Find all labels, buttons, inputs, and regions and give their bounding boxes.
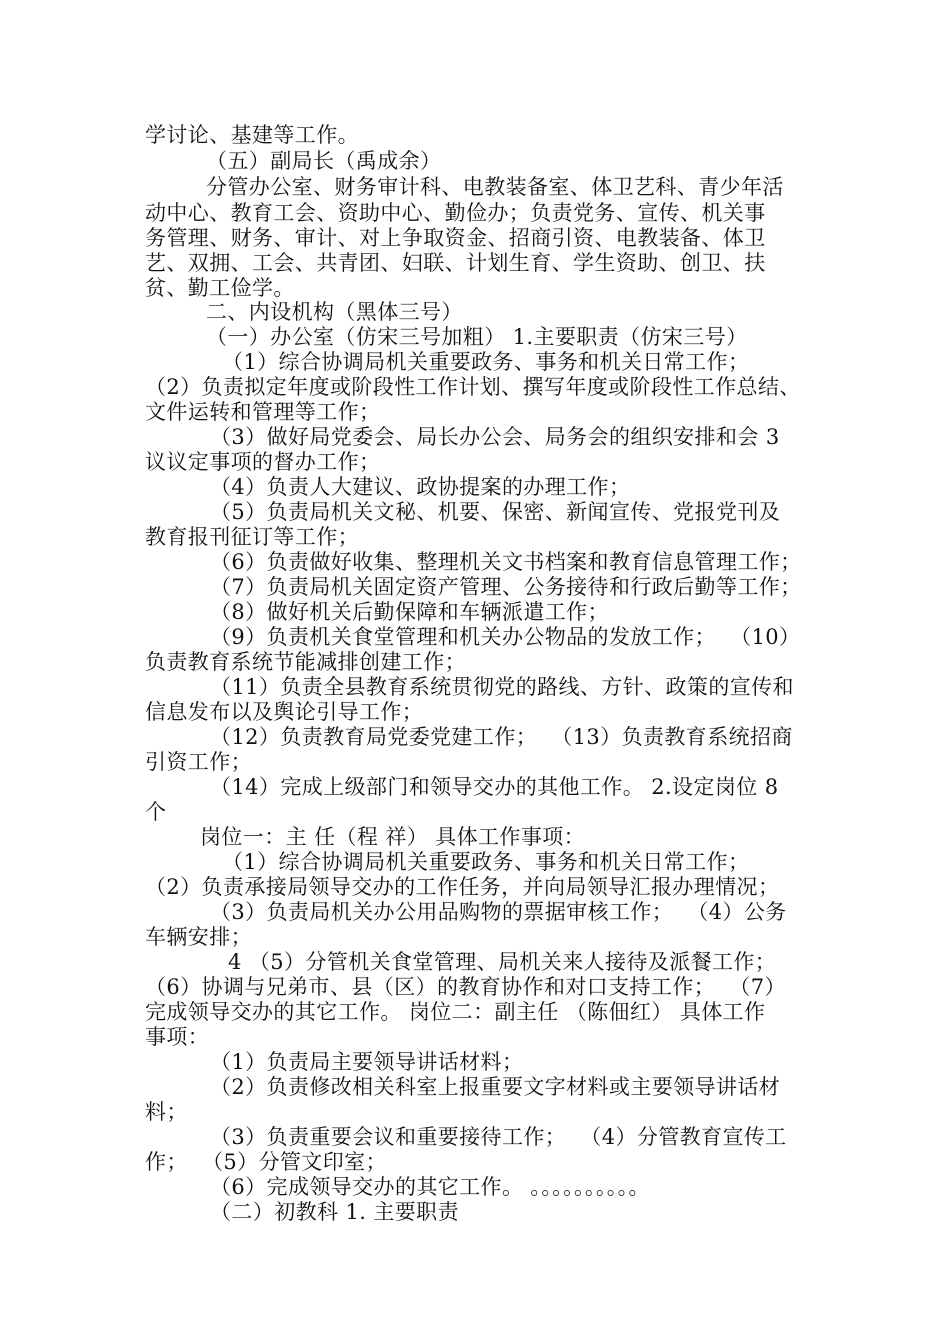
text-line: 个 [145, 800, 167, 824]
text-line: （1）综合协调局机关重要政务、事务和机关日常工作； [222, 850, 750, 874]
text-line: （12）负责教育局党委党建工作； （13）负责教育系统招商 [210, 725, 793, 749]
text-line: 料； [145, 1100, 188, 1124]
text-line: （6）协调与兄弟市、县（区）的教育协作和对口支持工作； （7） [145, 975, 786, 999]
text-line: （7）负责局机关固定资产管理、公务接待和行政后勤等工作； [210, 575, 802, 599]
text-line: 文件运转和管理等工作； [145, 400, 381, 424]
text-line: 议议定事项的督办工作； [145, 450, 381, 474]
text-line: （2）负责拟定年度或阶段性工作计划、撰写年度或阶段性工作总结、 [145, 375, 801, 399]
text-line: 作； （5）分管文印室； [145, 1150, 387, 1174]
section-heading: 二、内设机构（黑体三号） [206, 300, 463, 324]
text-line: （5）负责局机关文秘、机要、保密、新闻宣传、党报党刊及 [210, 500, 781, 524]
text-line: 教育报刊征订等工作； [145, 525, 359, 549]
text-line: 务管理、财务、审计、对上争取资金、招商引资、电教装备、体卫 [145, 226, 766, 250]
text-line: 分管办公室、财务审计科、电教装备室、体卫艺科、青少年活 [206, 175, 784, 199]
text-line: 负责教育系统节能减排创建工作； [145, 650, 466, 674]
text-line: 贫、勤工俭学。 [145, 276, 295, 300]
text-line: （2）负责修改相关科室上报重要文字材料或主要领导讲话材 [210, 1075, 781, 1099]
text-line: （9）负责机关食堂管理和机关办公物品的发放工作； （10） [210, 625, 801, 649]
text-line: 岗位一：主 任（程 祥） 具体工作事项： [200, 825, 586, 849]
text-line: （3）做好局党委会、局长办公会、局务会的组织安排和会 3 [210, 425, 780, 449]
text-line: （2）负责承接局领导交办的工作任务，并向局领导汇报办理情况； [145, 875, 780, 899]
text-line: （五）副局长（禹成余） [206, 149, 442, 173]
subsection-heading: （一）办公室（仿宋三号加粗） 1.主要职责（仿宋三号） [206, 325, 748, 349]
text-line: 艺、双拥、工会、共青团、妇联、计划生育、学生资助、创卫、扶 [145, 251, 766, 275]
text-line: （6）负责做好收集、整理机关文书档案和教育信息管理工作； [210, 550, 802, 574]
text-line: 车辆安排； [145, 925, 252, 949]
text-line: （3）负责局机关办公用品购物的票据审核工作； （4）公务 [210, 900, 787, 924]
text-line: （8）做好机关后勤保障和车辆派遣工作； [210, 600, 609, 624]
text-line: 引资工作； [145, 750, 252, 774]
text-line: 完成领导交办的其它工作。 岗位二：副主任 （陈佃红） 具体工作 [145, 1000, 766, 1024]
text-line: 4 （5）分管机关食堂管理、局机关来人接待及派餐工作； [228, 950, 777, 974]
text-line: （11）负责全县教育系统贯彻党的路线、方针、政策的宣传和 [210, 675, 794, 699]
text-line: （6）完成领导交办的其它工作。 。。。。。。。。。。 [210, 1175, 650, 1199]
text-line: （1）负责局主要领导讲话材料； [210, 1050, 524, 1074]
text-line: 学讨论、基建等工作。 [145, 123, 359, 147]
text-line: 事项： [145, 1025, 210, 1049]
text-line: （14）完成上级部门和领导交办的其他工作。 2.设定岗位 8 [210, 775, 779, 799]
text-line: （1）综合协调局机关重要政务、事务和机关日常工作； [222, 350, 750, 374]
subsection-heading: （二）初教科 1. 主要职责 [210, 1200, 459, 1224]
text-line: （4）负责人大建议、政协提案的办理工作； [210, 475, 631, 499]
text-line: 信息发布以及舆论引导工作； [145, 700, 424, 724]
text-line: 动中心、教育工会、资助中心、勤俭办；负责党务、宣传、机关事 [145, 201, 766, 225]
text-line: （3）负责重要会议和重要接待工作； （4）分管教育宣传工 [210, 1125, 787, 1149]
